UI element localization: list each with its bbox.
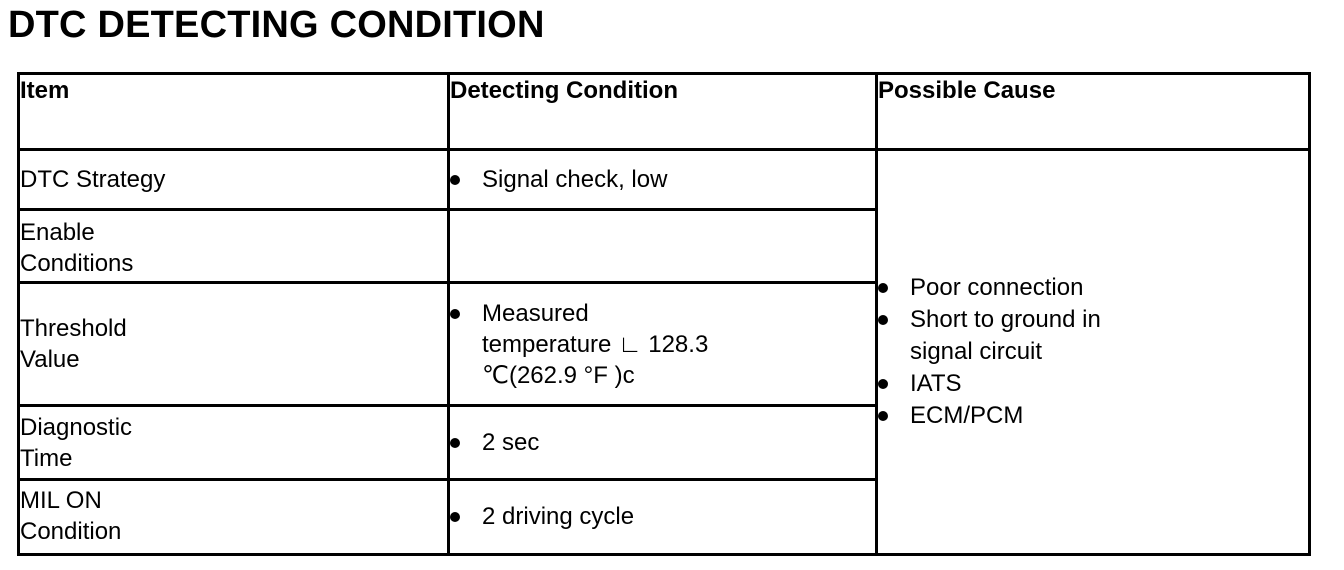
item-cell [19, 480, 449, 555]
list-item [450, 427, 875, 459]
cause-text: ECM/PCM [910, 401, 1024, 429]
item-label-continued: Condition [20, 518, 122, 546]
item-label-continued: Value [20, 346, 80, 374]
condition-cell [449, 480, 877, 555]
item-label: Enable [20, 219, 95, 247]
dtc-condition-table [17, 72, 1311, 556]
cause-text-continued: signal circuit [910, 337, 1043, 365]
condition-text: 2 driving cycle [482, 503, 635, 531]
condition-text: Signal check, low [482, 165, 668, 193]
condition-text: Measured [482, 299, 589, 327]
list-item [450, 501, 875, 533]
condition-cell [449, 210, 877, 283]
condition-text-continued: temperature ∟ 128.3 [482, 330, 709, 358]
item-label-continued: Time [20, 445, 73, 473]
bullet-icon [878, 379, 888, 389]
list-item [878, 304, 1308, 368]
bullet-icon [878, 315, 888, 325]
page-title: DTC DETECTING CONDITION [8, 4, 545, 46]
header-detecting-condition: Detecting Condition [449, 74, 877, 150]
list-item [878, 368, 1308, 400]
list-item [878, 400, 1308, 432]
item-label-continued: Conditions [20, 250, 134, 278]
item-cell [19, 149, 449, 210]
bullet-icon [878, 283, 888, 293]
cause-text: Poor connection [910, 273, 1084, 301]
condition-text-continued: ℃(262.9 °F )c [482, 361, 635, 389]
bullet-icon [450, 512, 460, 522]
possible-cause-cell [877, 149, 1310, 554]
item-label: MIL ON [20, 487, 102, 515]
item-cell [19, 283, 449, 406]
header-item: Item [19, 74, 449, 150]
condition-text: 2 sec [482, 428, 540, 456]
bullet-icon [878, 411, 888, 421]
condition-cell [449, 283, 877, 406]
header-possible-cause: Possible Cause [877, 74, 1310, 150]
cause-text: Short to ground in [910, 305, 1101, 333]
bullet-icon [450, 438, 460, 448]
cause-text: IATS [910, 369, 962, 397]
item-cell [19, 406, 449, 480]
table-header-row [19, 74, 1310, 150]
bullet-icon [450, 175, 460, 185]
bullet-icon [450, 309, 460, 319]
list-item [878, 272, 1308, 304]
item-cell [19, 210, 449, 283]
condition-cell [449, 149, 877, 210]
condition-cell [449, 406, 877, 480]
item-label: Diagnostic [20, 414, 133, 442]
item-label: Threshold [20, 315, 127, 343]
table-row [19, 149, 1310, 210]
item-label: DTC Strategy [20, 165, 166, 193]
list-item [450, 164, 875, 196]
list-item [450, 298, 875, 391]
